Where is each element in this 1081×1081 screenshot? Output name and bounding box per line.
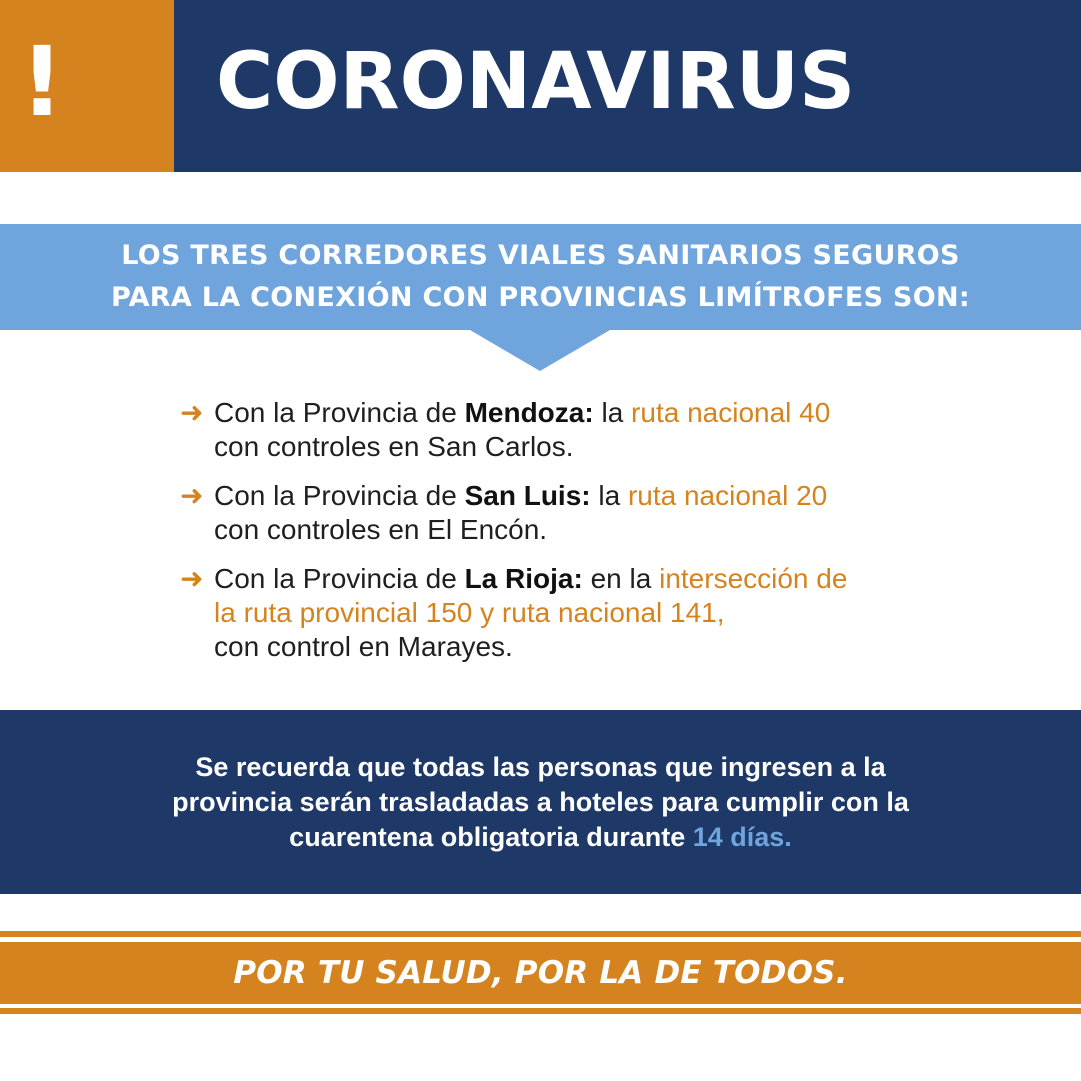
route-connector: la xyxy=(590,480,628,511)
route-item-san-luis xyxy=(180,479,940,547)
route-item-mendoza xyxy=(180,396,940,464)
banner-line-2: PARA LA CONEXIÓN CON PROVINCIAS LIMÍTROFES SON: xyxy=(110,282,971,313)
province-name: La Rioja: xyxy=(464,563,583,594)
header-title-block xyxy=(174,0,1081,172)
route-name: intersección de la ruta provincial 150 y ruta nacional 141, xyxy=(214,563,848,628)
route-control: con control en Marayes. xyxy=(214,631,513,662)
route-control: con controles en San Carlos. xyxy=(214,431,574,462)
route-name: ruta nacional 20 xyxy=(627,480,828,511)
route-name: ruta nacional 40 xyxy=(631,397,831,428)
alert-block xyxy=(0,0,174,172)
route-text xyxy=(214,479,827,547)
reminder-body: Se recuerda que todas las personas que ingresen a la provincia serán trasladadas a hoteles para cumplir con la cuarentena obligatoria durante xyxy=(172,751,909,852)
footer-stripe-bottom xyxy=(0,1008,1081,1014)
arrow-right-icon: ➜ xyxy=(180,562,204,595)
route-connector: la xyxy=(593,397,632,428)
route-control: con controles en El Encón. xyxy=(214,514,548,545)
province-name: Mendoza: xyxy=(464,397,594,428)
header xyxy=(0,0,1081,172)
footer-band xyxy=(0,942,1081,1004)
route-list xyxy=(180,396,940,679)
banner-line-1: LOS TRES CORREDORES VIALES SANITARIOS SEGUROS xyxy=(121,240,960,271)
route-item-la-rioja xyxy=(180,562,940,664)
route-intro: Con la Provincia de xyxy=(214,397,465,428)
reminder-highlight: 14 días. xyxy=(692,821,792,852)
route-text xyxy=(214,562,854,664)
route-connector: en la xyxy=(582,563,660,594)
page-title: CORONAVIRUS xyxy=(216,37,856,127)
banner-pointer xyxy=(470,330,610,371)
footer-slogan: POR TU SALUD, POR LA DE TODOS. xyxy=(233,955,848,991)
route-intro: Con la Provincia de xyxy=(214,480,465,511)
arrow-right-icon: ➜ xyxy=(180,396,204,429)
reminder-text xyxy=(141,750,941,855)
reminder-panel xyxy=(0,710,1081,894)
exclamation-icon: ! xyxy=(20,26,64,138)
province-name: San Luis: xyxy=(464,480,591,511)
arrow-right-icon: ➜ xyxy=(180,479,204,512)
route-intro: Con la Provincia de xyxy=(214,563,465,594)
route-text xyxy=(214,396,830,464)
info-banner xyxy=(0,224,1081,330)
footer-stripe-top xyxy=(0,931,1081,937)
